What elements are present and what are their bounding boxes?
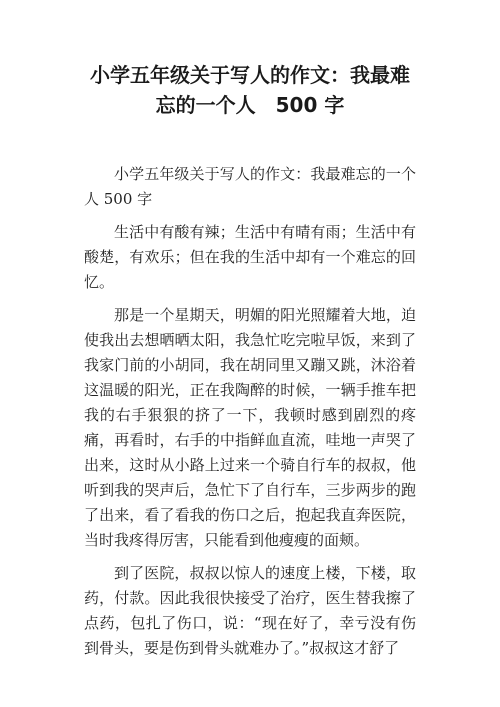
paragraph-4: 到了医院，叔叔以惊人的速度上楼，下楼，取药，付款。因此我很快接受了治疗，医生替我擦了点药，包扎了伤口，说：“现在好了，幸亏没有伤到骨头，要是伤到骨头就难办了。”叔叔这才舒了 (84, 564, 416, 657)
paragraph-2: 生活中有酸有辣；生活中有晴有雨；生活中有酸楚，有欢乐；但在我的生活中却有一个难忘的回忆。 (84, 223, 416, 291)
document-body (84, 162, 416, 661)
title-line-2: 忘的一个人 500 字 (155, 93, 345, 117)
title-line-1: 小学五年级关于写人的作文：我最难 (90, 63, 410, 87)
paragraph-3: 那是一个星期天，明媚的阳光照耀着大地，迫使我出去想晒晒太阳，我急忙吃完啦早饭，来到了我家门前的小胡同，我在胡同里又蹦又跳，沐浴着这温暖的阳光，正在我陶醉的时候，一辆手推车把我的右手狠狠的挤了一下，我顿时感到剧烈的疼痛，再看时，右手的中指鲜血直流，哇地一声哭了出来，这时从小路上过来一个骑自行车的叔叔，他听到我的哭声后，急忙下了自行车，三步两步的跑了出来，看了看我的伤口之后，抱起我直奔医院，当时我疼得厉害，只能看到他瘦瘦的面颊。 (84, 306, 416, 549)
document-title (84, 0, 416, 120)
paragraph-1: 小学五年级关于写人的作文：我最难忘的一个人 500 字 (84, 165, 416, 208)
